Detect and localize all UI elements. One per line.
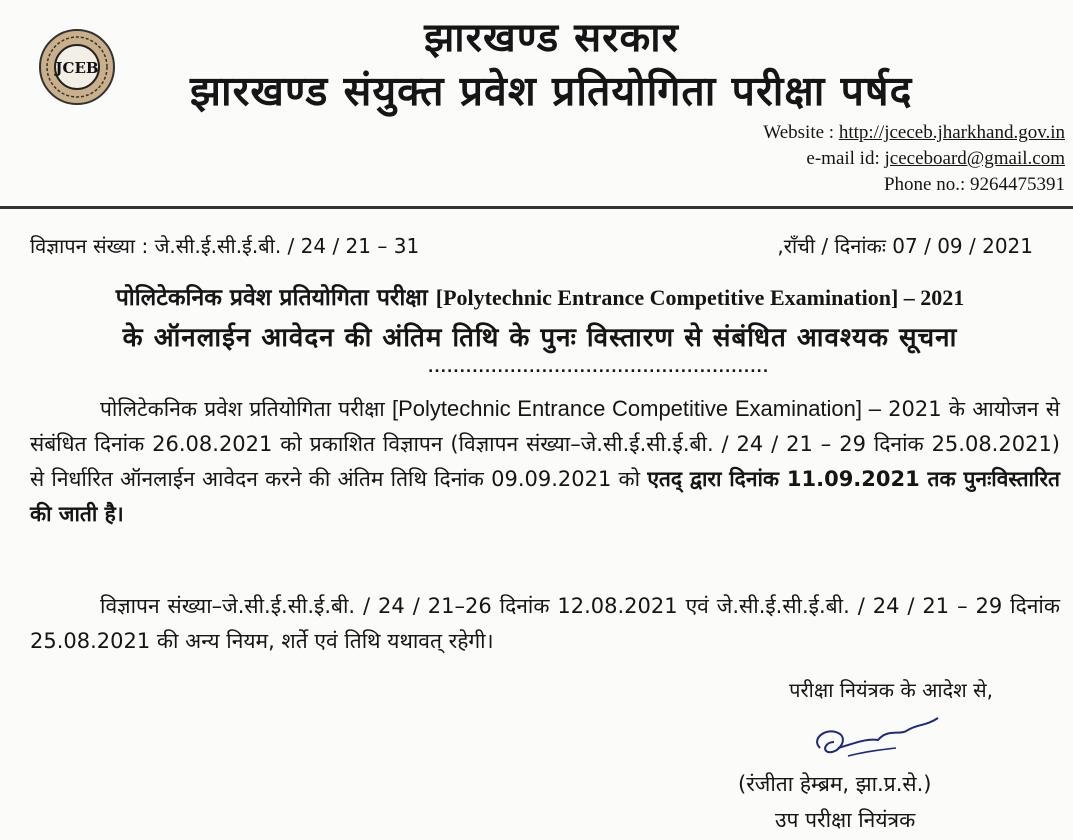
phone-label: Phone no.: (883, 174, 970, 195)
title-separator: ...................................................... (428, 360, 770, 376)
body-paragraph-2: विज्ञापन संख्या–जे.सी.ई.सी.ई.बी. / 24 / 21–26 दिनांक 12.08.2021 एवं जे.सी.ई.सी.ई.बी. / 24 / 21 – 29 दिनांक 25.08.2021 की अन्य नियम, शर्ते एवं तिथि यथावत् रहेगी। (30, 594, 1060, 653)
p1-exam-name: [Polytechnic Entrance Competitive Examination] – (391, 396, 881, 421)
website-link[interactable]: http://jceceb.jharkhand.gov.in (838, 122, 1065, 143)
phone-number: 9264475391 (970, 174, 1065, 195)
notice-title-line2: के ऑनलाईन आवेदन की अंतिम तिथि के पुनः विस्तारण से संबंधित आवश्यक सूचना (122, 323, 958, 353)
title-english: [Polytechnic Entrance Competitive Examination] – 2021 (435, 285, 965, 310)
order-line: परीक्षा नियंत्रक के आदेश से, (789, 678, 993, 702)
svg-text:JCEB: JCEB (55, 59, 99, 77)
p1-intro: पोलिटेकनिक प्रवेश प्रतियोगिता परीक्षा (100, 397, 392, 421)
signature-image (808, 708, 958, 768)
advertisement-number: विज्ञापन संख्या : जे.सी.ई.सी.ई.बी. / 24 / 21 – 31 (30, 234, 420, 258)
contact-block (763, 120, 1065, 198)
signatory-designation: उप परीक्षा नियंत्रक (775, 808, 916, 832)
notice-title-line1 (30, 280, 1050, 312)
phone-line (763, 172, 1065, 198)
title-hindi: पोलिटेकनिक प्रवेश प्रतियोगिता परीक्षा (115, 285, 436, 311)
signatory-name: (रंजीता हेम्ब्रम, झा.प्र.से.) (738, 772, 932, 796)
email-line (763, 146, 1065, 172)
place-date: ,राँची / दिनांकः 07 / 09 / 2021 (777, 234, 1033, 258)
website-label: Website : (763, 122, 839, 143)
p1-details: 2021 के आयोजन से संबंधित दिनांक 26.08.2021 को प्रकाशित विज्ञापन (विज्ञापन संख्या–जे.सी.ई.सी.ई.बी. / 24 / 21 – 29 दिनांक 25.08.2021) से निर्धारित ऑनलाईन आवेदन करने की अंतिम तिथि दिनांक 09.09.2021 को (30, 397, 1060, 491)
header-divider (0, 206, 1073, 209)
p1-extension-notice: एतद् द्वारा दिनांक 11.09.2021 तक पुनःविस्तारित की जाती है। (30, 467, 1060, 526)
header-government: झारखण्ड सरकार (424, 14, 679, 61)
body-paragraph-1 (30, 391, 1060, 532)
email-label: e-mail id: (806, 148, 885, 169)
website-line (763, 120, 1065, 146)
header-board-name: झारखण्ड संयुक्त प्रवेश प्रतियोगिता परीक्षा पर्षद (190, 67, 913, 115)
email-link[interactable]: jceceboard@gmail.com (884, 148, 1065, 169)
